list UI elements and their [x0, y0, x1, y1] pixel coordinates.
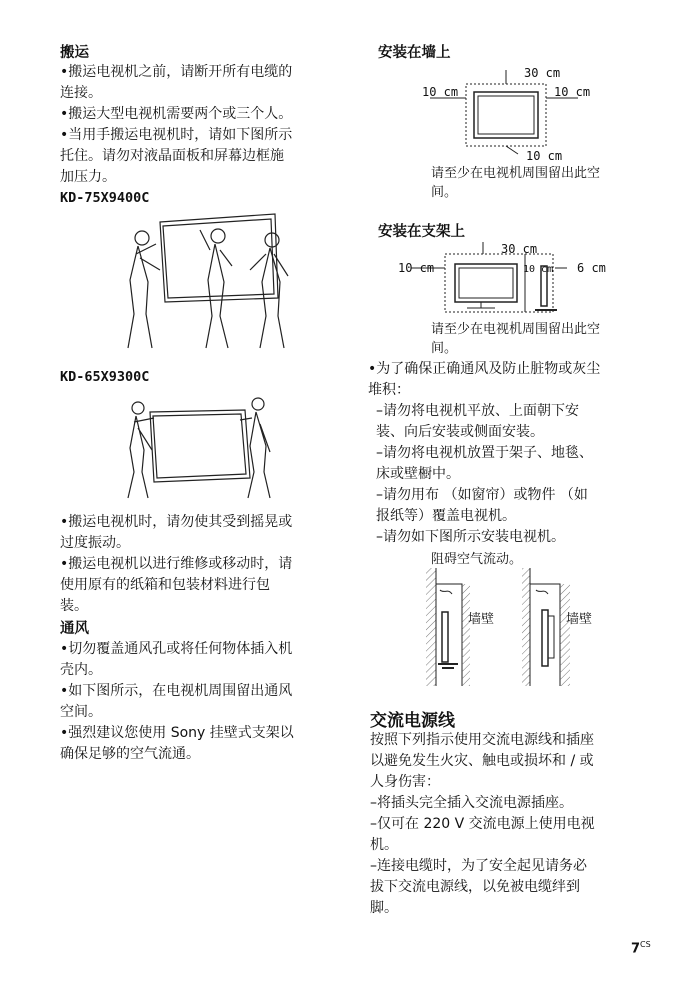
wall-bottom-label: 10 cm — [526, 149, 563, 163]
text-line: 装。 — [60, 598, 88, 614]
text-line: 确保足够的空气流通。 — [60, 746, 200, 762]
text-line: •强烈建议您使用 Sony 挂壁式支架以 — [60, 725, 294, 741]
stand-right-label: 6 cm — [577, 261, 606, 275]
stand-caption: 请至少在电视机周围留出此空 — [431, 322, 601, 337]
stand-clearance-labels — [395, 238, 635, 318]
heading-stand-install: 安装在支架上 — [378, 224, 465, 240]
carrying-tv-three-people-illustration — [120, 210, 300, 355]
text-line: –请勿用布 （如窗帘）或物件 （如 — [376, 487, 588, 503]
heading-ac-power-cord: 交流电源线 — [370, 711, 455, 731]
text-line: •为了确保正确通风及防止脏物或灰尘 — [368, 361, 601, 377]
blocked-airflow-caption: 阻碍空气流动。 — [431, 552, 523, 567]
text-line: 按照下列指示使用交流电源线和插座 — [370, 732, 594, 748]
text-line: 堆积： — [368, 382, 410, 398]
blocked-airflow-illustration — [424, 568, 584, 688]
text-line: 过度振动。 — [60, 535, 130, 551]
stand-inner-label: 10 cm — [523, 264, 554, 275]
heading-ventilation: 通风 — [60, 621, 89, 637]
heading-wall-install: 安装在墙上 — [378, 45, 451, 61]
text-line: –仅可在 220 V 交流电源上使用电视 — [370, 816, 595, 832]
text-line: •搬运电视机时，请勿使其受到摇晃或 — [60, 514, 293, 530]
text-line: 脚。 — [370, 900, 398, 916]
wall-label-2: 墙壁 — [566, 612, 593, 627]
text-line: 空间。 — [60, 704, 102, 720]
text-line: •搬运大型电视机需要两个或三个人。 — [60, 106, 293, 122]
text-line: 加压力。 — [60, 169, 116, 185]
text-line: 使用原有的纸箱和包装材料进行包 — [60, 577, 270, 593]
text-line: –将插头完全插入交流电源插座。 — [370, 795, 573, 811]
text-line: –请勿如下图所示安装电视机。 — [376, 529, 565, 545]
wall-clearance-labels — [418, 62, 598, 162]
heading-moving: 搬运 — [60, 45, 89, 61]
text-line: 床或壁橱中。 — [376, 466, 460, 482]
model-label-75: KD-75X9400C — [60, 190, 150, 206]
text-line: •如下图所示，在电视机周围留出通风 — [60, 683, 293, 699]
text-line: 托住。请勿对液晶面板和屏幕边框施 — [60, 148, 284, 164]
page-suffix: CS — [640, 940, 651, 949]
text-line: 以避免发生火灾、触电或损坏和 / 或 — [370, 753, 594, 769]
text-line: 壳内。 — [60, 662, 102, 678]
model-label-65: KD-65X9300C — [60, 369, 150, 385]
page-number — [631, 940, 651, 956]
wall-caption: 请至少在电视机周围留出此空 — [431, 166, 601, 181]
text-line: 报纸等）覆盖电视机。 — [376, 508, 516, 524]
wall-top-label: 30 cm — [524, 66, 561, 80]
wall-caption: 间。 — [431, 185, 458, 200]
page-number-value: 7 — [631, 941, 641, 957]
text-line: –请勿将电视机放置于架子、地毯、 — [376, 445, 593, 461]
wall-left-label: 10 cm — [422, 85, 459, 99]
text-line: •搬运电视机以进行维修或移动时，请 — [60, 556, 293, 572]
stand-left-label: 10 cm — [398, 261, 435, 275]
text-line: 装、向后安装或侧面安装。 — [376, 424, 544, 440]
text-line: –连接电缆时，为了安全起见请务必 — [370, 858, 587, 874]
carrying-tv-two-people-illustration — [120, 392, 280, 502]
text-line: 拔下交流电源线，以免被电缆绊到 — [370, 879, 580, 895]
text-line: •当用手搬运电视机时，请如下图所示 — [60, 127, 293, 143]
text-line: 人身伤害： — [370, 774, 440, 790]
stand-caption: 间。 — [431, 341, 458, 356]
text-line: •搬运电视机之前，请断开所有电缆的 — [60, 64, 293, 80]
text-line: •切勿覆盖通风孔或将任何物体插入机 — [60, 641, 293, 657]
wall-right-label: 10 cm — [554, 85, 591, 99]
wall-label-1: 墙壁 — [468, 612, 495, 627]
text-line: 连接。 — [60, 85, 102, 101]
text-line: –请勿将电视机平放、上面朝下安 — [376, 403, 579, 419]
text-line: 机。 — [370, 837, 398, 853]
stand-top-label: 30 cm — [501, 242, 538, 256]
